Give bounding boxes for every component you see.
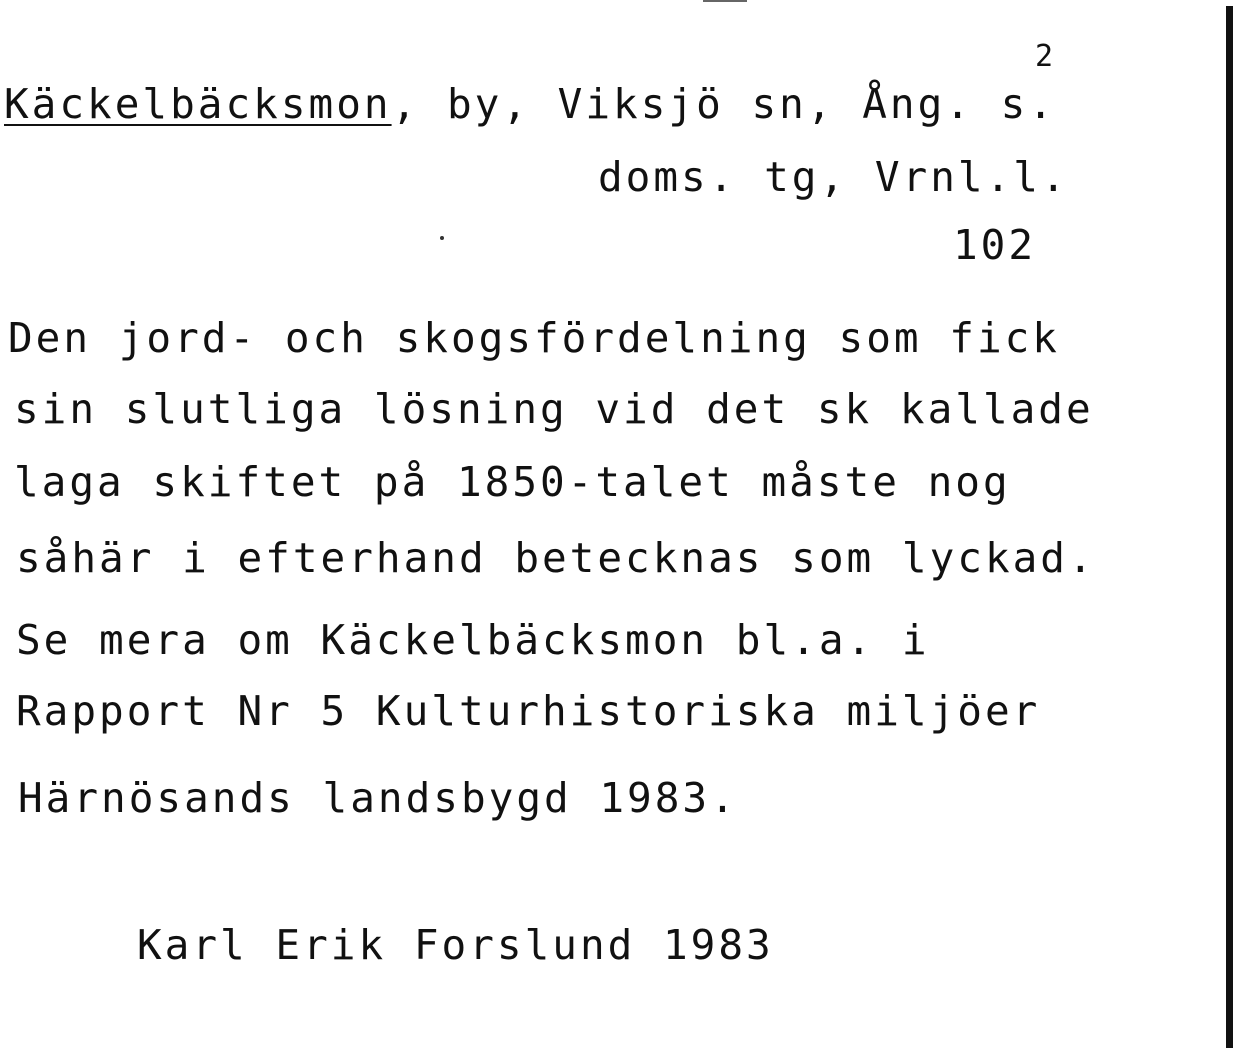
body-line: sin slutliga lösning vid det sk kallade xyxy=(14,385,1094,433)
card-heading xyxy=(4,80,1056,128)
place-name: Käckelbäcksmon xyxy=(4,80,392,128)
body-line: Se mera om Käckelbäcksmon bl.a. i xyxy=(16,616,930,664)
parish-superscript: 2 xyxy=(1035,39,1054,74)
heading-line-2: doms. tg, Vrnl.l. xyxy=(598,153,1069,201)
body-line: laga skiftet på 1850-talet måste nog xyxy=(14,458,1011,506)
body-line: Den jord- och skogsfördelning som fick xyxy=(8,314,1060,362)
place-description: , by, Viksjö sn, Ång. s. xyxy=(391,80,1056,128)
stray-dot xyxy=(440,236,444,240)
top-edge-mark xyxy=(703,0,747,2)
card-number: 102 xyxy=(953,221,1037,269)
card-right-edge xyxy=(1226,6,1233,1048)
body-line: Härnösands landsbygd 1983. xyxy=(18,774,738,822)
body-line: Rapport Nr 5 Kulturhistoriska miljöer xyxy=(16,687,1041,735)
signature: Karl Erik Forslund 1983 xyxy=(137,921,774,969)
body-line: såhär i efterhand betecknas som lyckad. xyxy=(16,534,1096,582)
